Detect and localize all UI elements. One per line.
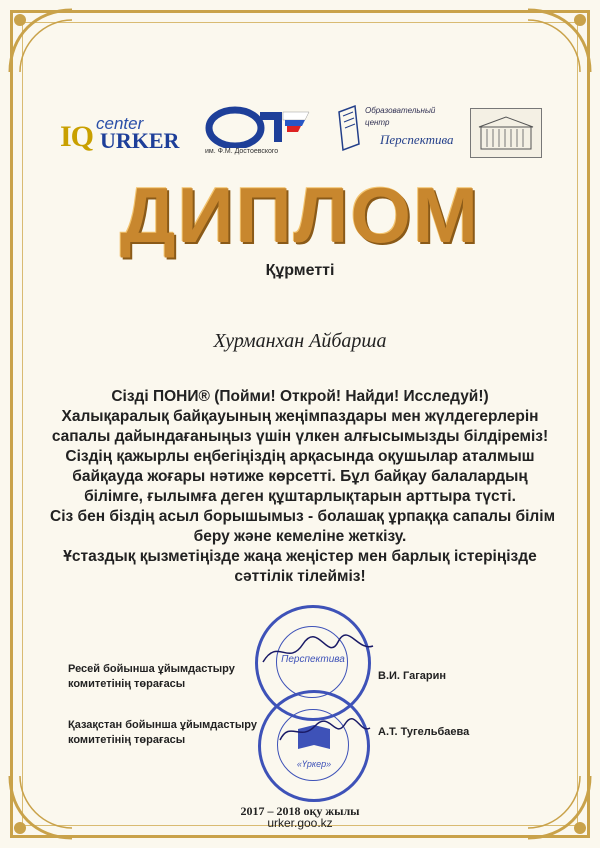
signature-gagarin-icon (258, 632, 378, 672)
diploma-title: ДИПЛОМ (119, 171, 481, 259)
corner-ornament-icon (6, 6, 76, 76)
stamp2-text: «Үркер» (296, 759, 332, 769)
logo-strip (60, 100, 550, 170)
respect-greeting: Құрметті (265, 262, 335, 279)
body-line: беру және кемеліне жеткізу. (193, 528, 407, 545)
sig-role-line2: комитетінің төрағасы (68, 734, 186, 746)
website-url: urker.goo.kz (267, 816, 333, 830)
perspektiva-line1: Образовательный (365, 106, 436, 115)
stamp1-text: Перспектива (281, 654, 345, 665)
body-line: Сіздің қажырлы еңбегіңіздің арқасында оқушылар аталмыш (65, 448, 535, 465)
body-line: білімге, ғылымға деген құштарлықтарын арттыра түсті. (84, 488, 516, 505)
sig-name-gagarin: В.И. Гагарин (378, 670, 447, 682)
omgu-logo (205, 104, 315, 164)
sig-role-line1: Ресей бойынша ұйымдастыру (68, 663, 235, 675)
signature-block-russia (68, 662, 235, 692)
body-line: Ұстаздық қызметіңізде жаңа жеңістер мен барлық істеріңізде (63, 548, 537, 565)
perspektiva-name: Перспектива (380, 132, 454, 147)
body-line: Халықаралық байқауының жеңімпаздары мен жүлдегерлерін (61, 408, 539, 425)
body-line: Сіз бен біздің асыл борышымыз - болашақ ұрпаққа сапалы білім (50, 508, 556, 525)
body-line: сәттілік тілейміз! (234, 568, 366, 585)
perspektiva-line2: центр (365, 118, 390, 127)
corner-ornament-icon (524, 6, 594, 76)
academic-year: 2017 – 2018 оқу жылы (240, 804, 360, 818)
body-line: байқауда жоғары нәтиже көрсетті. Бұл байқау балалардың (72, 468, 528, 485)
omgu-subtitle: им. Ф.М. Достоевского (205, 148, 279, 155)
building-logo-icon (470, 108, 542, 158)
signature-tugelbaeva-icon (275, 712, 375, 752)
iq-letters: IQ (60, 120, 94, 153)
signature-block-kazakhstan (68, 718, 257, 748)
urker-text: URKER (100, 128, 180, 153)
omgu-emblem-icon (205, 104, 315, 148)
sig-role-line2: комитетінің төрағасы (68, 678, 186, 690)
body-line: сапалы дайындағаныңыз үшін үлкен алғысымызды білдіреміз! (51, 428, 549, 445)
sig-name-tugelbaeva: А.Т. Тугельбаева (378, 726, 470, 738)
iq-urker-logo (60, 112, 190, 162)
body-line: Сізді ПОНИ® (Пойми! Открой! Найди! Исследуй!) (111, 388, 489, 405)
iq-center-text: center (96, 114, 144, 133)
perspektiva-logo (335, 100, 465, 160)
recipient-name: Хурманхан Айбарша (213, 330, 387, 352)
book-icon (335, 104, 363, 152)
diploma-body (50, 387, 556, 587)
sig-role-line1: Қазақстан бойынша ұйымдастыру (68, 719, 257, 731)
